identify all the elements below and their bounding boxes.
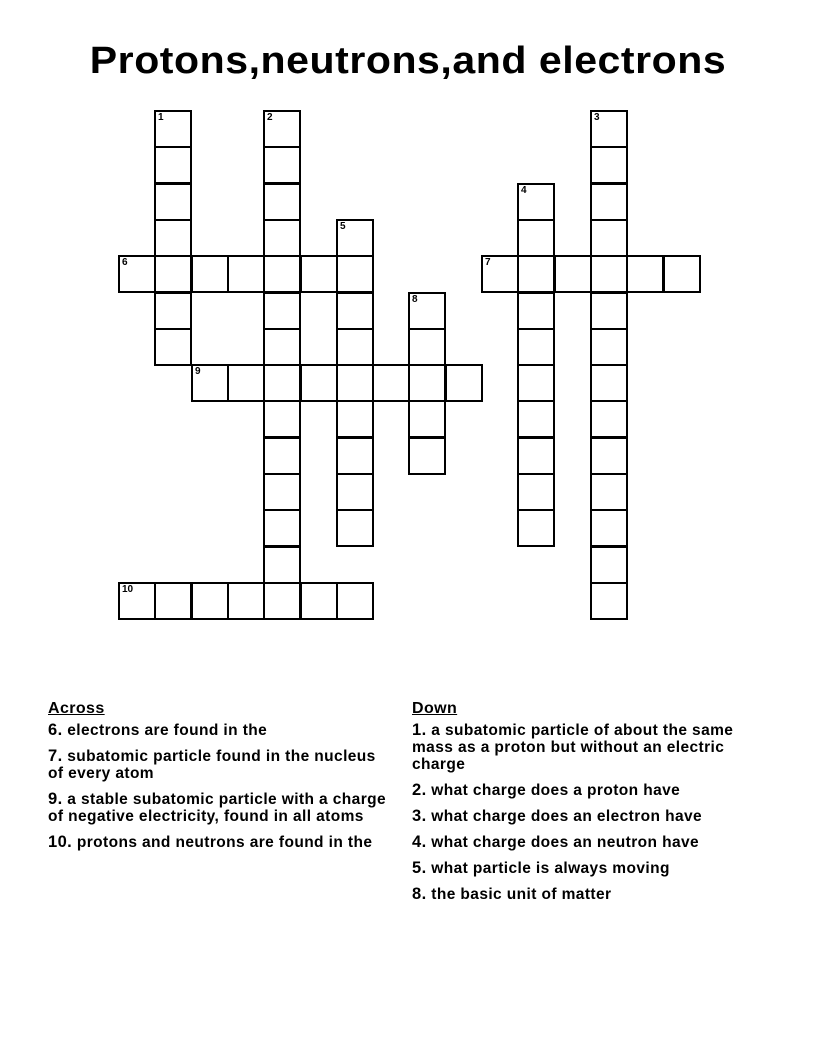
grid-cell[interactable] <box>517 364 555 402</box>
grid-cell[interactable] <box>590 509 628 547</box>
grid-cell[interactable] <box>154 219 192 257</box>
grid-cell[interactable] <box>517 509 555 547</box>
grid-cell[interactable] <box>263 328 301 366</box>
clue-text: electrons are found in the <box>62 722 268 739</box>
grid-cell[interactable] <box>118 255 156 293</box>
page-title: Protons,neutrons,and electrons <box>89 40 727 82</box>
grid-cell[interactable] <box>517 473 555 511</box>
grid-cell[interactable] <box>263 255 301 293</box>
grid-cell[interactable] <box>154 255 192 293</box>
grid-cell[interactable] <box>517 400 555 438</box>
grid-cell[interactable] <box>590 183 628 221</box>
grid-cell[interactable] <box>336 437 374 475</box>
grid-cell[interactable] <box>336 582 374 620</box>
grid-cell[interactable] <box>590 473 628 511</box>
grid-cell[interactable] <box>517 437 555 475</box>
grid-cell[interactable] <box>336 473 374 511</box>
grid-cell[interactable] <box>191 255 229 293</box>
grid-cell[interactable] <box>408 364 446 402</box>
clue-down-1 <box>412 722 757 773</box>
clue-number: 5. <box>412 859 427 877</box>
grid-cell[interactable] <box>590 400 628 438</box>
grid-cell[interactable] <box>517 219 555 257</box>
clue-text: what charge does an neutron have <box>426 834 700 851</box>
grid-cell[interactable] <box>300 255 338 293</box>
cell-number: 5 <box>340 221 346 232</box>
cell-number: 7 <box>485 257 491 268</box>
clue-text: the basic unit of matter <box>426 886 612 903</box>
grid-cell[interactable] <box>263 110 301 148</box>
grid-cell[interactable] <box>445 364 483 402</box>
grid-cell[interactable] <box>517 328 555 366</box>
grid-cell[interactable] <box>590 437 628 475</box>
grid-cell[interactable] <box>408 437 446 475</box>
cell-number: 8 <box>412 294 418 305</box>
clue-text: protons and neutrons are found in the <box>72 834 373 851</box>
cell-number: 1 <box>158 112 164 123</box>
grid-cell[interactable] <box>336 400 374 438</box>
cell-number: 4 <box>521 185 527 196</box>
grid-cell[interactable] <box>408 400 446 438</box>
grid-cell[interactable] <box>154 582 192 620</box>
clue-number: 1. <box>412 721 427 739</box>
grid-cell[interactable] <box>372 364 410 402</box>
grid-cell[interactable] <box>626 255 664 293</box>
grid-cell[interactable] <box>263 146 301 184</box>
grid-cell[interactable] <box>590 582 628 620</box>
grid-cell[interactable] <box>191 364 229 402</box>
grid-cell[interactable] <box>517 292 555 330</box>
grid-cell[interactable] <box>263 400 301 438</box>
clue-number: 10. <box>48 833 73 851</box>
grid-cell[interactable] <box>590 255 628 293</box>
grid-cell[interactable] <box>263 437 301 475</box>
cell-number: 2 <box>267 112 273 123</box>
grid-cell[interactable] <box>263 219 301 257</box>
grid-cell[interactable] <box>263 183 301 221</box>
grid-cell[interactable] <box>191 582 229 620</box>
grid-cell[interactable] <box>590 219 628 257</box>
grid-cell[interactable] <box>263 473 301 511</box>
grid-cell[interactable] <box>227 364 265 402</box>
cell-number: 6 <box>122 257 128 268</box>
grid-cell[interactable] <box>336 364 374 402</box>
clue-number: 2. <box>412 781 427 799</box>
clue-number: 9. <box>48 790 63 808</box>
clue-text: what charge does a proton have <box>426 782 681 799</box>
grid-cell[interactable] <box>263 582 301 620</box>
clue-text: a subatomic particle of about the same mass as a proton but without an electric charge <box>412 722 734 773</box>
grid-cell[interactable] <box>663 255 701 293</box>
across-heading: Across <box>48 700 105 717</box>
grid-cell[interactable] <box>154 146 192 184</box>
grid-cell[interactable] <box>517 183 555 221</box>
grid-cell[interactable] <box>154 328 192 366</box>
down-clues <box>412 700 757 912</box>
grid-cell[interactable] <box>336 328 374 366</box>
grid-cell[interactable] <box>154 110 192 148</box>
clue-text: what particle is always moving <box>426 860 670 877</box>
clue-down-5 <box>412 860 757 877</box>
clue-number: 4. <box>412 833 427 851</box>
grid-cell[interactable] <box>408 292 446 330</box>
grid-cell[interactable] <box>263 509 301 547</box>
clue-across-7 <box>48 748 393 782</box>
clue-across-6 <box>48 722 393 739</box>
clue-number: 7. <box>48 747 63 765</box>
grid-cell[interactable] <box>590 146 628 184</box>
grid-cell[interactable] <box>263 364 301 402</box>
grid-cell[interactable] <box>590 292 628 330</box>
grid-cell[interactable] <box>227 582 265 620</box>
grid-cell[interactable] <box>590 546 628 584</box>
grid-cell[interactable] <box>517 255 555 293</box>
clue-down-8 <box>412 886 757 903</box>
clue-number: 3. <box>412 807 427 825</box>
grid-cell[interactable] <box>481 255 519 293</box>
grid-cell[interactable] <box>336 255 374 293</box>
clue-down-2 <box>412 782 757 799</box>
cell-number: 3 <box>594 112 600 123</box>
grid-cell[interactable] <box>336 219 374 257</box>
grid-cell[interactable] <box>227 255 265 293</box>
grid-cell[interactable] <box>263 546 301 584</box>
clue-across-9 <box>48 791 393 825</box>
grid-cell[interactable] <box>590 328 628 366</box>
grid-cell[interactable] <box>590 364 628 402</box>
clue-number: 6. <box>48 721 63 739</box>
grid-cell[interactable] <box>154 292 192 330</box>
down-heading: Down <box>412 700 458 717</box>
grid-cell[interactable] <box>263 292 301 330</box>
clue-text: subatomic particle found in the nucleus of every atom <box>48 748 376 782</box>
grid-cell[interactable] <box>590 110 628 148</box>
grid-cell[interactable] <box>554 255 592 293</box>
grid-cell[interactable] <box>300 582 338 620</box>
clue-text: a stable subatomic particle with a charge of negative electricity, found in all atoms <box>48 791 387 825</box>
grid-cell[interactable] <box>336 292 374 330</box>
grid-cell[interactable] <box>154 183 192 221</box>
clue-down-4 <box>412 834 757 851</box>
clue-across-10 <box>48 834 393 851</box>
grid-cell[interactable] <box>118 582 156 620</box>
cell-number: 9 <box>195 366 201 377</box>
grid-cell[interactable] <box>408 328 446 366</box>
cell-number: 10 <box>122 584 134 595</box>
clue-text: what charge does an electron have <box>426 808 703 825</box>
grid-cell[interactable] <box>300 364 338 402</box>
grid-cell[interactable] <box>336 509 374 547</box>
clue-down-3 <box>412 808 757 825</box>
clue-number: 8. <box>412 885 427 903</box>
across-clues <box>48 700 393 860</box>
